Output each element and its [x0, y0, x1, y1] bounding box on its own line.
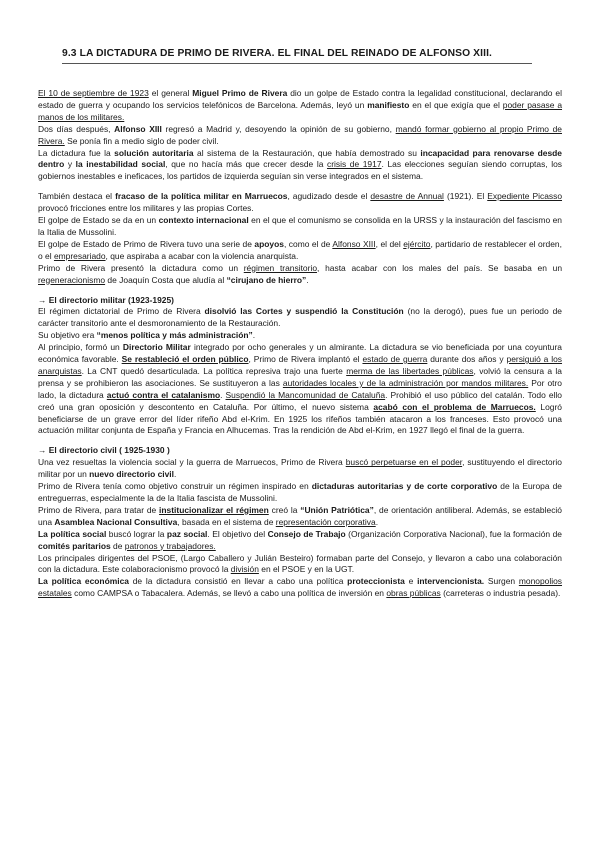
- text-run: , Primo de Rivera implantó el: [248, 354, 363, 365]
- text-run: mandó formar gobierno al propio Primo de Rivera.: [38, 123, 562, 146]
- text-run: apoyos: [254, 238, 284, 249]
- text-run: Expediente Picasso: [487, 191, 563, 202]
- spacer: [38, 437, 562, 445]
- text-run: Consejo de Trabajo: [267, 528, 346, 539]
- text-run: Su objetivo era: [38, 330, 97, 341]
- text-run: y: [64, 159, 76, 170]
- text-run: Surgen: [484, 576, 519, 587]
- text-run: , volvió la censura a la prensa y se prohibieron las asociaciones. Se sustituyeron a las: [38, 365, 563, 388]
- text-run: Directorio Militar: [122, 342, 191, 353]
- text-run: contexto internacional: [158, 215, 249, 226]
- text-run: Asamblea Nacional Consultiva: [54, 516, 178, 527]
- section-heading-directorio-militar: → El directorio militar (1923-1925): [38, 294, 174, 305]
- text-run: Al principio, formó un: [38, 342, 123, 353]
- text-run: “cirujano de hierro”: [226, 274, 307, 285]
- text-run: buscó lograr la: [106, 528, 167, 539]
- text-run: poder pasase a manos de los militares.: [38, 99, 563, 122]
- text-run: . Prohibió el uso público del catalán. Todo ello creó una gran oposición y descontento en Cataluña. Por último, el nuevo sistema: [38, 389, 562, 412]
- text-run: acabó con el problema de Marruecos.: [373, 401, 536, 412]
- text-run: en el que exigía que el: [409, 99, 503, 110]
- document-body: [38, 88, 562, 600]
- text-run: , basada en el sistema de: [177, 516, 276, 527]
- text-run: . La CNT quedó desarticulada. La política represiva trajo una fuerte: [81, 365, 347, 376]
- text-run: representación corporativa: [275, 516, 376, 527]
- text-run: El golpe de Estado se da en un: [38, 215, 159, 226]
- spacer: [38, 287, 562, 295]
- paragraph: [38, 576, 562, 600]
- text-run: fracaso de la política militar en Marruecos: [115, 191, 288, 202]
- text-run: de: [110, 540, 125, 551]
- text-run: , partidario de restablecer el orden, o el: [38, 238, 562, 261]
- text-run: nuevo directorio civil: [89, 469, 174, 480]
- text-run: Se ponía fin a medio siglo de poder civil.: [64, 135, 219, 146]
- text-run: , que aspiraba a acabar con la violencia anarquista.: [105, 250, 299, 261]
- text-run: , agudizado desde el: [287, 191, 371, 202]
- text-run: en el que el comunismo se consolida en la URSS y la instauración del fascismo en la Italia de Mussolini.: [38, 215, 562, 237]
- text-run: .: [220, 389, 226, 400]
- text-run: creó la: [268, 504, 301, 515]
- text-run: Alfonso XIII: [114, 123, 162, 134]
- text-run: institucionalizar el régimen: [159, 504, 269, 515]
- text-run: .: [375, 516, 379, 527]
- paragraph: [38, 505, 562, 529]
- text-run: empresariado: [53, 250, 106, 261]
- text-run: la inestabilidad social: [75, 159, 166, 170]
- text-run: Los principales dirigentes del PSOE, (Largo Caballero y Julián Besteiro) formaban parte del Consejo, y llevaron a cabo una colaboración con la dictadura. Este colaboracionismo provocó la: [38, 552, 562, 575]
- text-run: disolvió las Cortes y suspendió la Constitución: [204, 306, 404, 317]
- text-run: Dos días después,: [38, 123, 115, 134]
- text-run: manifiesto: [367, 99, 410, 110]
- paragraph: [38, 306, 562, 330]
- text-run: provocó fricciones entre los militares y las propias Cortes.: [38, 203, 254, 214]
- spacer: [38, 183, 562, 191]
- text-run: Primo de Rivera presentó la dictadura como un: [38, 262, 244, 273]
- text-run: .: [306, 274, 309, 285]
- text-run: de Joaquín Costa que aludía al: [105, 274, 227, 285]
- text-run: Miguel Primo de Rivera: [192, 88, 288, 98]
- text-run: Se restableció el orden público: [121, 354, 249, 365]
- text-run: régimen transitorio: [243, 262, 318, 273]
- text-run: durante dos años y: [427, 354, 507, 365]
- text-run: al sistema de la Restauración, que había demostrado su: [193, 147, 421, 158]
- text-run: , de orientación antiliberal. Además, se estableció una: [38, 504, 562, 527]
- text-run: La dictadura fue la: [38, 147, 115, 158]
- paragraph: [38, 330, 562, 342]
- text-run: , el del: [375, 238, 404, 249]
- text-run: como CAMPSA o Tabacalera. Además, se llevó a cabo una política de inversión en: [71, 588, 387, 599]
- text-run: , sustituyendo el directorio militar por un: [38, 457, 562, 480]
- paragraph: [38, 88, 562, 124]
- paragraph: [38, 124, 562, 148]
- text-run: en el PSOE y en la UGT.: [258, 564, 355, 575]
- text-run: incapacidad para renovarse desde dentro: [38, 147, 562, 170]
- paragraph: [38, 553, 562, 577]
- text-run: persiguió a los anarquistas: [38, 354, 563, 376]
- text-run: “Unión Patriótica”: [300, 504, 374, 515]
- text-run: Por otro lado, la dictadura: [38, 377, 562, 400]
- text-run: de la dictadura consistió en llevar a cabo una política: [128, 576, 348, 587]
- paragraph: [38, 529, 562, 553]
- text-run: Alfonso XIII: [332, 238, 376, 249]
- text-run: comités paritarios: [38, 540, 111, 551]
- paragraph: [38, 215, 562, 239]
- text-run: , que no hacía más que crecer desde la: [165, 159, 327, 170]
- text-run: El 10 de septiembre de 1923: [38, 88, 149, 98]
- text-run: proteccionista: [347, 576, 405, 587]
- text-run: solución autoritaria: [114, 147, 194, 158]
- text-run: de la Europa de entreguerras, especialmente la de la Italia fascista de Mussolini.: [38, 481, 562, 503]
- text-run: buscó perpetuarse en el poder: [345, 457, 463, 468]
- section-heading-directorio-civil: → El directorio civil ( 1925-1930 ): [38, 445, 170, 456]
- text-run: . Las elecciones seguían siendo corruptas, los gobiernos inestables e ineficaces, los partidos de izquierda seguían sin verse integrados en el sistema.: [38, 159, 562, 182]
- text-run: (1921). El: [443, 191, 488, 202]
- paragraph: [38, 148, 562, 184]
- text-run: Primo de Rivera, para tratar de: [38, 504, 160, 515]
- text-run: monopolios estatales: [38, 576, 563, 599]
- text-run: Primo de Rivera tenía como objetivo construir un régimen inspirado en: [38, 481, 312, 492]
- text-run: regeneracionismo: [38, 274, 106, 285]
- text-run: actuó contra el catalanismo: [106, 389, 221, 400]
- text-run: paz social: [166, 528, 208, 539]
- text-run: merma de las libertades públicas: [346, 365, 474, 376]
- paragraph: [38, 481, 562, 505]
- text-run: dio un golpe de Estado contra la legalidad constitucional, declarando el estado de guerra y ocupando los servicios telefónicos de Barcelona. Además, leyó un: [38, 88, 562, 110]
- text-run: (Organización Corporativa Nacional), fue la formación de: [345, 528, 562, 539]
- paragraph: [38, 191, 562, 215]
- text-run: integrado por ocho generales y un almirante. La dictadura se vio beneficiada por una coyuntura económica favorable.: [38, 342, 562, 365]
- text-run: regresó a Madrid y, desoyendo la opinión de su gobierno,: [161, 123, 396, 134]
- text-run: El régimen dictatorial de Primo de Rivera: [38, 306, 205, 317]
- text-run: Logró beneficiarse de un grave error del líder rifeño Abd el-Krim. En 1925 los rifeños también atacaron a los franceses. Esto provocó una actuación militar conjunta de España y Francia en Alhucemas. Tras la rendición de Abd el-Krim, en 1927 llegó el final de la guerra.: [38, 401, 562, 436]
- text-run: el general: [148, 88, 193, 98]
- text-run: Suspendió la Mancomunidad de Cataluña: [225, 389, 386, 400]
- text-run: ejército: [403, 238, 431, 249]
- text-run: El golpe de Estado de Primo de Rivera tuvo una serie de: [38, 238, 255, 249]
- paragraph: [38, 239, 562, 263]
- text-run: “menos política y más administración”: [96, 330, 253, 341]
- paragraph: [38, 342, 562, 437]
- text-run: e: [404, 576, 418, 587]
- text-run: patronos y trabajadores.: [124, 540, 216, 551]
- text-run: intervencionista.: [417, 576, 485, 587]
- text-run: , como el de: [283, 238, 333, 249]
- paragraph: [38, 457, 562, 481]
- text-run: .: [174, 469, 177, 480]
- page-title: 9.3 LA DICTADURA DE PRIMO DE RIVERA. EL FINAL DEL REINADO DE ALFONSO XIII.: [62, 48, 532, 64]
- text-run: autoridades locales y de la administración por mandos militares.: [282, 377, 529, 388]
- text-run: También destaca el: [38, 191, 116, 202]
- text-run: (carreteras o industria pesada).: [440, 588, 561, 599]
- text-run: . El objetivo del: [207, 528, 268, 539]
- text-run: estado de guerra: [362, 354, 428, 365]
- text-run: obras públicas: [386, 588, 441, 599]
- text-run: división: [230, 564, 259, 575]
- text-run: desastre de Annual: [370, 191, 444, 202]
- paragraph: [38, 263, 562, 287]
- text-run: crisis de 1917: [326, 159, 382, 170]
- text-run: , hasta acabar con los males del país. Se basaba en un: [317, 262, 563, 273]
- text-run: (no la derogó), pues fue un periodo de carácter transitorio ante el desmoronamiento de la Restauración.: [38, 306, 562, 329]
- text-run: La política económica: [38, 576, 129, 587]
- text-run: dictaduras autoritarias y de corte corporativo: [311, 481, 498, 492]
- text-run: Una vez resueltas la violencia social y la guerra de Marruecos, Primo de Rivera: [38, 457, 346, 468]
- text-run: La política social: [38, 528, 107, 539]
- text-run: .: [252, 330, 256, 341]
